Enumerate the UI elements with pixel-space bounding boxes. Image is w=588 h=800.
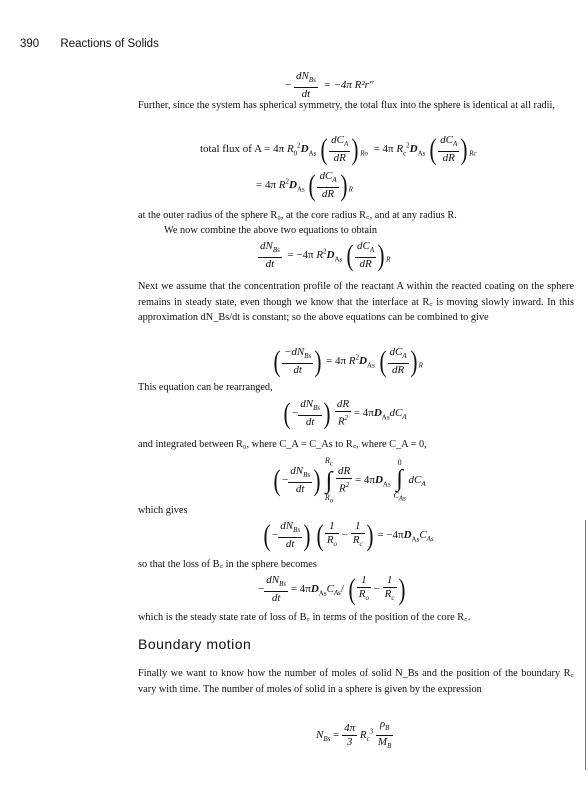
- paragraph-combine: We now combine the above two equations to obtain: [164, 225, 378, 236]
- paragraph-steady-state: Next we assume that the concentration profile of the reactant A within the reacted coating on the sphere remains in steady state, even though we know that the interface at R꜀ is moving slowly inward. In this approximation dN_Bs/dt is constant; so the above equations can be combined to give: [138, 281, 574, 323]
- paragraph-symmetry: Further, since the system has spherical symmetry, the total flux into the sphere is identical at all radii,: [138, 100, 555, 111]
- equation-integral: ( − $dN_{Bs}$ dt ) $R_c$ ∫ $R_o$ $\frac{dR}{R^2}$ = $4\pi D_{As}$ 0 ∫ $C_{As}$ $dC_A$: [273, 456, 426, 505]
- equation-rearranged: ( − $dN_{Bs}$ dt ) $\frac{dR}{R^2}$ = $4\pi D_{As}dC_A$: [283, 396, 407, 430]
- equation-combined: $dN_{Bs}$ dt = −4π $R^2D_{As}$ ( $dC_A$ dR ) $_R$: [260, 238, 391, 272]
- paragraph-which-gives: which gives: [138, 505, 188, 516]
- paragraph-rearranged: This equation can be rearranged,: [138, 382, 273, 393]
- equation-result: ( − $dN_{Bs}$ dt ) ( $\frac{1}{R_o}$ − $\frac{1}{R_c}$ ) = $-4\pi D_{As}C_{As}$: [263, 518, 434, 552]
- paragraph-steady-rate: which is the steady state rate of loss of B꜀ in terms of the position of the core R꜀.: [138, 612, 471, 623]
- equation-rate-surface: − $dN_{Bs}$ dt = −4π R²r″: [285, 70, 374, 101]
- paragraph-boundary: Finally we want to know how the number of moles of solid N_Bs and the position of the boundary R꜀ vary with time. The number of moles of solid in a sphere is given by the expression: [138, 668, 574, 695]
- running-header: [20, 38, 159, 50]
- flux-label: total flux of A: [200, 143, 262, 156]
- equation-moles: $N_{Bs}$ = $\frac{4\pi}{3}$ $R_c^3$ $\frac{\rho_B}{M_B}$: [316, 718, 392, 751]
- equation-loss: − $dN_{Bs}$ dt = $4\pi D_{As}C_{As}/$ ( $\frac{1}{R_o}$ − $\frac{1}{R_c}$ ): [258, 572, 406, 606]
- paragraph-radii: at the outer radius of the sphere R₀, at the core radius R꜀, and at any radius R.: [138, 210, 457, 221]
- page-number: 390: [20, 38, 40, 50]
- equation-steady: ( $-dN_{Bs}$ dt ) = 4π $R^2D_{As}$ ( $dC_A$ dR ) $_R$: [273, 344, 423, 378]
- equation-flux-any-radius: = 4π $R^2D_{As}$ ( $dC_A$ dR ) $_R$: [256, 168, 353, 202]
- paragraph-integrate: and integrated between R₀, where C_A = C_As to R꜀, where C_A = 0,: [138, 439, 427, 450]
- equation-rhs: = −4π R²r″: [323, 79, 374, 92]
- paragraph-loss: so that the loss of B꜀ in the sphere becomes: [138, 559, 317, 570]
- equation-total-flux: total flux of A = 4π $R_0^2D_{As}$ ( $dC_A$ dR ) $_{Ro}$ = 4π $R_c^2D_{As}$ ( $dC_A$ dR ) $_{Rc}$: [200, 132, 477, 166]
- running-title: Reactions of Solids: [60, 38, 159, 50]
- section-heading: Boundary motion: [138, 636, 252, 652]
- page-edge-line: [585, 520, 586, 770]
